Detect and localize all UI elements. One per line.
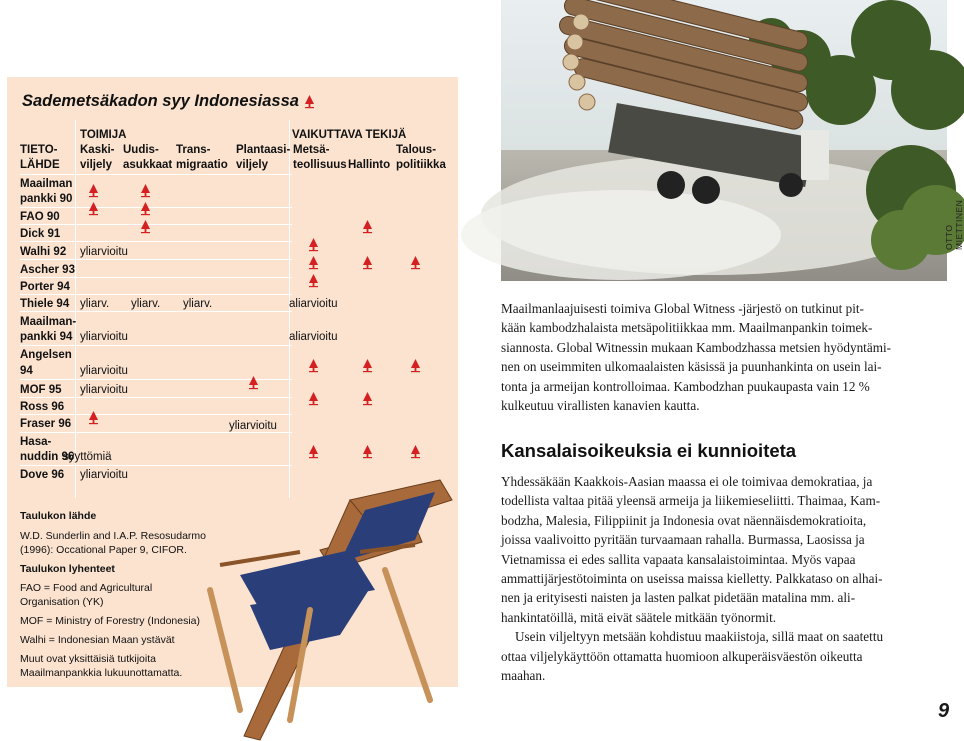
cell-value: yliarvioitu <box>80 384 128 396</box>
col-header-metsa: teollisuus <box>293 159 347 171</box>
tree-icon <box>88 411 99 430</box>
row-divider <box>20 397 292 398</box>
section-heading: Kansalaisoikeuksia ei kunnioiteta <box>501 440 797 461</box>
tree-icon <box>410 445 421 464</box>
abbr-heading: Taulukon lyhenteet <box>20 563 115 575</box>
cell-value: yliarvioitu <box>80 365 128 377</box>
tree-icon <box>88 202 99 221</box>
row-label: Porter 94 <box>20 281 70 293</box>
abbr-line: FAO = Food and Agricultural <box>20 582 153 594</box>
group-header-toimija: TOIMIJA <box>80 129 127 141</box>
caption-line: kulkeutuu virallisten kanavien kautta. <box>501 398 700 414</box>
body-line: joissa vaalivoitto pyritään turvaamaan rahalla. Burmassa, Laosissa ja <box>501 532 865 548</box>
tree-icon <box>140 202 151 221</box>
group-header-vaikuttava: VAIKUTTAVA TEKIJÄ <box>292 129 407 141</box>
body-line: Yhdessäkään Kaakkois-Aasian maassa ei ole toimivaa demokratiaa, ja <box>501 474 873 489</box>
row-label: Dove 96 <box>20 469 65 481</box>
caption-line: siannosta. Global Witnessin mukaan Kambodzhassa metsien hyödyntämi- <box>501 339 892 355</box>
row-label: Maailman <box>20 178 73 190</box>
tree-icon <box>140 184 151 203</box>
caption-line: nen on useimmiten ulkomaalaisten käsissä ja puunhankinta on usein lai- <box>501 359 882 375</box>
tree-icon <box>308 256 319 275</box>
abbr-line: Muut ovat yksittäisiä tutkijoita <box>20 653 156 665</box>
row-label: nuddin 96 <box>20 451 75 463</box>
row-label: Dick 91 <box>20 228 61 240</box>
col-header-talous: politiikka <box>396 159 446 171</box>
row-divider <box>20 241 292 242</box>
tree-icon <box>140 220 151 239</box>
caption-line: kään kambodzhalaista metsäpolitiikkaa mm. Maailmanpankin toimek- <box>501 320 873 336</box>
row-divider <box>20 345 292 346</box>
page-number: 9 <box>938 700 950 722</box>
row-label: Thiele 94 <box>20 298 70 310</box>
tree-icon <box>362 359 373 378</box>
cell-value: syyttömiä <box>63 451 112 463</box>
row-label: Angelsen <box>20 349 72 361</box>
caption-line: tonta ja armeijan kontrolloimaa. Kambodzhan puukaupasta vain 12 % <box>501 378 870 394</box>
tree-icon <box>362 220 373 239</box>
col-header-kaski: viljely <box>80 159 112 171</box>
col-header-plant: viljely <box>236 159 268 171</box>
article-body <box>501 472 941 685</box>
abbr-line: Organisation (YK) <box>20 596 104 608</box>
body-line: bodzha, Malesia, Filippiinit ja Indonesia ovat näennäisdemokratioita, <box>501 512 867 528</box>
photo-caption <box>501 299 941 415</box>
cell-value: aliarvioitu <box>289 331 338 343</box>
row-divider <box>20 224 292 225</box>
row-label: pankki 90 <box>20 193 73 205</box>
cell-value: yliarvioitu <box>229 420 277 432</box>
col-header-source: TIETO- <box>20 144 58 156</box>
row-divider <box>20 414 292 415</box>
row-divider <box>20 207 292 208</box>
row-label: Maailman- <box>20 316 77 328</box>
deck-chair-illustration <box>200 470 460 740</box>
logging-truck-photo <box>501 0 947 281</box>
body-line: Vietnamissa ei edes sallita vapaata kansalaistoimintaa. Myös vapaa <box>501 551 856 567</box>
tree-icon <box>308 445 319 464</box>
body-line: hankintatöillä, mitä eivät säätele mitkään työnormit. <box>501 609 777 625</box>
source-line: (1996): Occational Paper 9, CIFOR. <box>20 544 187 556</box>
body-line: maahan. <box>501 668 546 684</box>
tree-icon <box>88 184 99 203</box>
col-header-trans: Trans- <box>176 144 211 156</box>
column-divider <box>75 120 76 498</box>
col-header-trans: migraatio <box>176 159 228 171</box>
col-header-hallinto: Hallinto <box>348 159 391 171</box>
row-label: Fraser 96 <box>20 418 72 430</box>
cell-value: yliarvioitu <box>80 246 128 258</box>
cell-value: yliarvioitu <box>80 331 128 343</box>
body-line: nen ja erityisesti naisten ja lasten palkat pidetään matalina mm. ali- <box>501 590 856 606</box>
source-line: W.D. Sunderlin and I.A.P. Resosudarmo <box>20 530 206 542</box>
tree-icon <box>308 359 319 378</box>
row-divider <box>20 277 292 278</box>
table-title <box>22 92 315 111</box>
row-divider <box>20 259 292 260</box>
abbr-line: Maailmanpankkia lukuunottamatta. <box>20 667 183 679</box>
tree-icon <box>410 359 421 378</box>
cell-value: yliarv. <box>131 298 161 310</box>
tree-icon <box>362 445 373 464</box>
col-header-source: LÄHDE <box>20 159 60 171</box>
body-line: ammattijärjestötoiminta on useissa maissa kielletty. Palkkataso on alhai- <box>501 571 883 587</box>
tree-icon <box>304 95 315 109</box>
row-divider <box>20 311 292 312</box>
col-header-uudis: asukkaat <box>123 159 173 171</box>
body-line: Usein viljeltyyn metsään kohdistuu maakiistoja, sillä maat on saatettu <box>515 629 884 645</box>
body-line: todellista valtaa pitää yleensä armeija ja liikemieseliitti. Thaimaa, Kam- <box>501 493 881 509</box>
tree-icon <box>308 238 319 257</box>
tree-icon <box>362 392 373 411</box>
tree-icon <box>248 376 259 395</box>
cell-value: aliarvioitu <box>289 298 338 310</box>
table-title-text: Sademetsäkadon syy Indonesiassa <box>22 92 299 110</box>
row-label: Walhi 92 <box>20 246 67 258</box>
col-header-metsa: Metsä- <box>293 144 330 156</box>
row-divider <box>20 174 292 175</box>
cell-value: yliarvioitu <box>80 469 128 481</box>
row-label: FAO 90 <box>20 211 60 223</box>
tree-icon <box>410 256 421 275</box>
abbr-line: Walhi = Indonesian Maan ystävät <box>20 634 175 646</box>
cell-value: yliarv. <box>80 298 110 310</box>
abbr-line: MOF = Ministry of Forestry (Indonesia) <box>20 615 201 627</box>
row-label: Ross 96 <box>20 401 65 413</box>
caption-line: Maailmanlaajuisesti toimiva Global Witness -järjestö on tutkinut pit- <box>501 301 864 316</box>
col-header-uudis: Uudis- <box>123 144 159 156</box>
row-divider <box>20 465 292 466</box>
row-label: Ascher 93 <box>20 264 75 276</box>
source-heading: Taulukon lähde <box>20 510 97 522</box>
cell-value: yliarv. <box>183 298 213 310</box>
col-header-talous: Talous- <box>396 144 437 156</box>
row-divider <box>20 294 292 295</box>
row-label: MOF 95 <box>20 384 62 396</box>
tree-icon <box>362 256 373 275</box>
row-label: Hasa- <box>20 436 52 448</box>
tree-icon <box>308 274 319 293</box>
col-header-plant: Plantaasi- <box>236 144 291 156</box>
body-line: ottaa viljelykäyttöön ottamatta huomioon alkuperäisväestön oikeutta <box>501 648 863 664</box>
tree-icon <box>308 392 319 411</box>
row-label: 94 <box>20 365 33 377</box>
photo-credit: OTTO MIETTINEN <box>944 199 964 250</box>
col-header-kaski: Kaski- <box>80 144 115 156</box>
row-label: pankki 94 <box>20 331 73 343</box>
